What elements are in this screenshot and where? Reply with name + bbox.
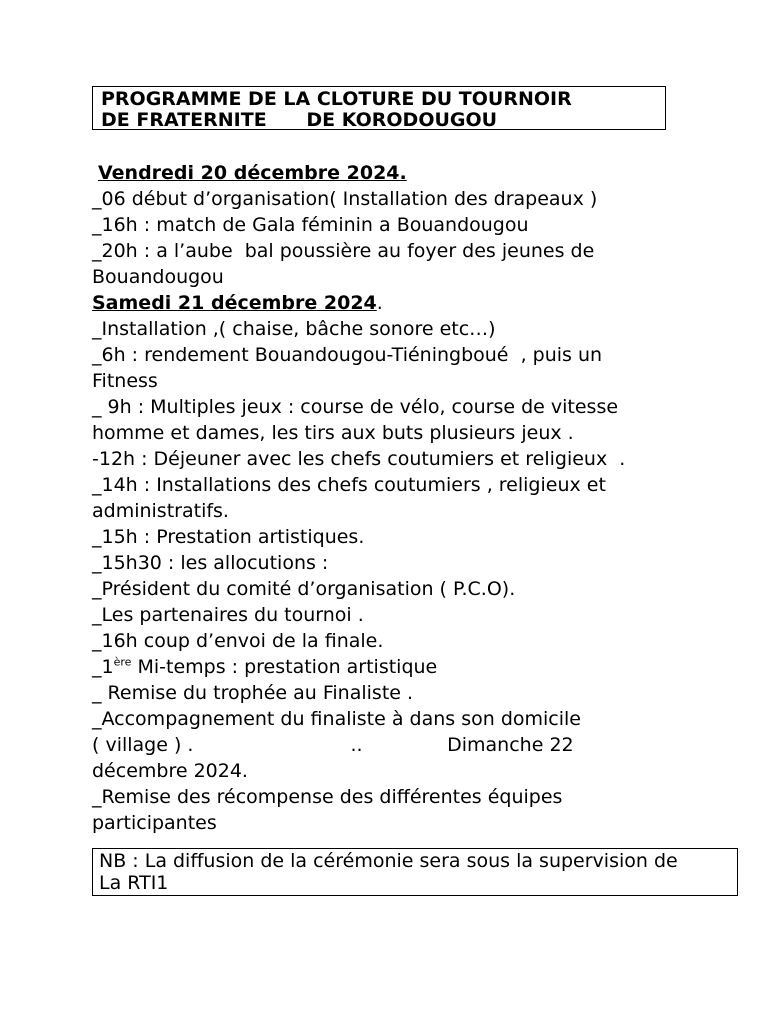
saturday-item: homme et dames, les tirs aux buts plusieurs jeux .: [92, 422, 574, 444]
saturday-item: _Accompagnement du finaliste à dans son domicile: [92, 708, 581, 730]
saturday-item: _15h : Prestation artistiques.: [92, 526, 365, 548]
saturday-item: décembre 2024.: [92, 760, 248, 782]
saturday-heading: Samedi 21 décembre 2024: [92, 292, 377, 314]
friday-heading: Vendredi 20 décembre 2024.: [98, 162, 407, 184]
halftime-text: Mi-temps : prestation artistique: [131, 656, 438, 678]
program-body: [92, 160, 692, 836]
saturday-item: participantes: [92, 812, 217, 834]
program-title-line-2: DE FRATERNITE DE KORODOUGOU: [101, 109, 498, 131]
friday-item: Bouandougou: [92, 266, 224, 288]
program-title-line-1: PROGRAMME DE LA CLOTURE DU TOURNOIR: [101, 88, 572, 110]
saturday-item: _15h30 : les allocutions :: [92, 552, 329, 574]
saturday-item: _ Remise du trophée au Finaliste .: [92, 682, 414, 704]
saturday-item: Fitness: [92, 370, 158, 392]
saturday-item: _16h coup d’envoi de la finale.: [92, 630, 384, 652]
halftime-superscript: ère: [113, 655, 132, 669]
saturday-item: administratifs.: [92, 500, 229, 522]
nb-note-box: [92, 848, 738, 896]
friday-item: _06 début d’organisation( Installation des drapeaux ): [92, 188, 598, 210]
saturday-heading-suffix: .: [376, 292, 383, 314]
saturday-item: _Installation ,( chaise, bâche sonore etc…): [92, 318, 496, 340]
saturday-item: _Les partenaires du tournoi .: [92, 604, 364, 626]
saturday-item: _14h : Installations des chefs coutumiers , religieux et: [92, 474, 606, 496]
saturday-item: _Président du comité d’organisation ( P.C.O).: [92, 578, 516, 600]
program-title-box: [92, 86, 666, 130]
friday-item: _20h : a l’aube bal poussière au foyer des jeunes de: [92, 240, 595, 262]
nb-note-line-1: NB : La diffusion de la cérémonie sera sous la supervision de: [99, 850, 678, 872]
saturday-item: _Remise des récompense des différentes équipes: [92, 786, 563, 808]
saturday-heading-line: [92, 290, 692, 316]
saturday-item: _6h : rendement Bouandougou-Tiéningboué , puis un: [92, 344, 603, 366]
halftime-prefix: _1: [92, 656, 114, 678]
halftime-item: [92, 654, 692, 680]
saturday-item: -12h : Déjeuner avec les chefs coutumiers et religieux .: [92, 448, 626, 470]
nb-note-line-2: La RTI1: [99, 872, 169, 894]
friday-item: _16h : match de Gala féminin a Bouandougou: [92, 214, 529, 236]
saturday-item: _ 9h : Multiples jeux : course de vélo, course de vitesse: [92, 396, 619, 418]
saturday-item: ( village ) . .. Dimanche 22: [92, 734, 574, 756]
